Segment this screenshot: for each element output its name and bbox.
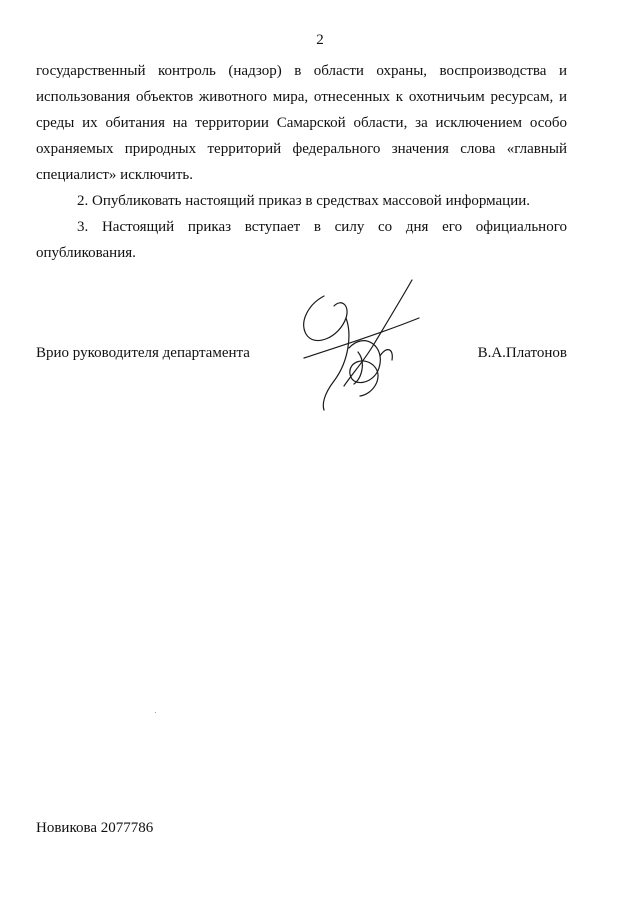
paragraph-item-3: 3. Настоящий приказ вступает в силу со дня его официального опубликования. [36,219,567,261]
executor-note: Новикова 2077786 [36,820,154,836]
signatory-role: Врио руководителя департамента [36,345,250,361]
handwritten-signature [294,276,444,416]
document-body [36,58,567,266]
signatory-name: В.А.Платонов [477,345,567,361]
paragraph-continuation: государственный контроль (надзор) в области охраны, воспроизводства и использования объектов животного мира, отнесенных к охотничьим ресурсам, и среды их обитания на территории Самарской области, за исключением особо охраняемых природных территорий федерального значения слова «главный специалист» исключить. [36,63,567,183]
page-number: 2 [316,32,324,48]
paragraph-item-2: 2. Опубликовать настоящий приказ в средствах массовой информации. [77,193,531,209]
scan-speck [155,712,156,713]
